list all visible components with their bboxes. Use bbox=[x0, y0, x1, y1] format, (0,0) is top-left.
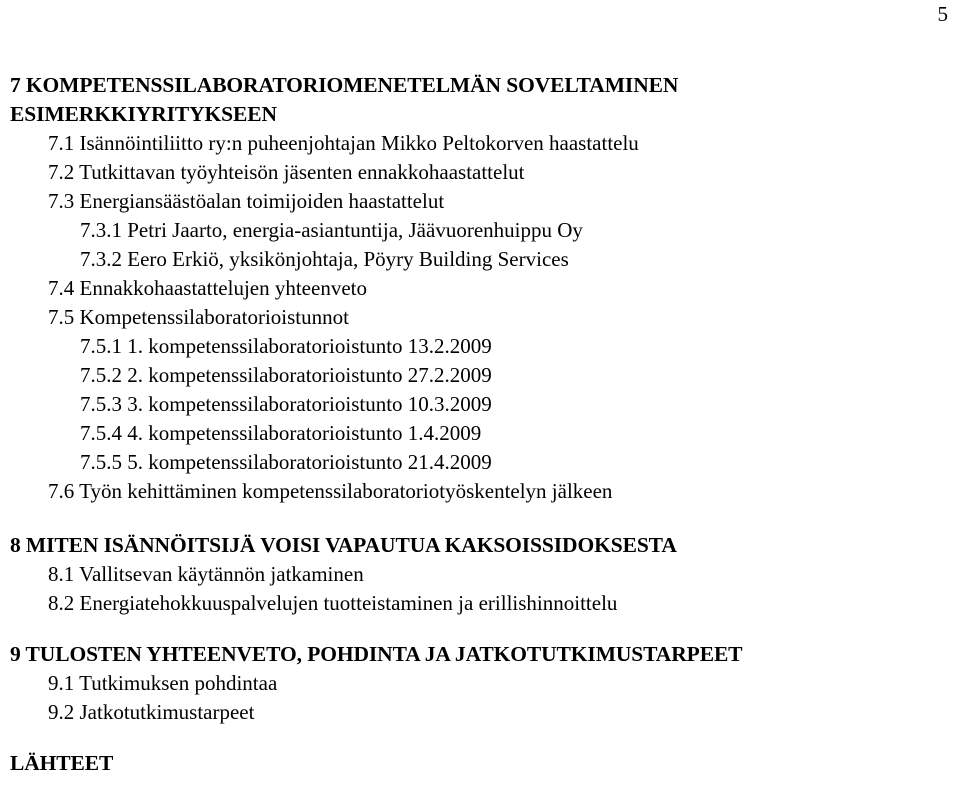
section-spacer bbox=[10, 506, 920, 531]
toc-item-7-2[interactable]: 7.2 Tutkittavan työyhteisön jäsenten ennakkohaastattelut bbox=[48, 160, 525, 184]
chapter-7-heading-line-1[interactable]: 7 KOMPETENSSILABORATORIOMENETELMÄN SOVELTAMINEN bbox=[10, 73, 679, 97]
section-spacer bbox=[10, 618, 920, 640]
toc-item-7-6[interactable]: 7.6 Työn kehittäminen kompetenssilaboratoriotyöskentelyn jälkeen bbox=[48, 479, 613, 503]
chapter-7-heading-line-2[interactable]: ESIMERKKIYRITYKSEEN bbox=[10, 102, 277, 126]
references-heading[interactable]: LÄHTEET bbox=[10, 751, 114, 775]
chapter-8-heading[interactable]: 8 MITEN ISÄNNÖITSIJÄ VOISI VAPAUTUA KAKSOISSIDOKSESTA bbox=[10, 533, 677, 557]
toc-item-8-1[interactable]: 8.1 Vallitsevan käytännön jatkaminen bbox=[48, 562, 364, 586]
page-number: 5 bbox=[937, 2, 948, 26]
toc-item-7-5-3[interactable]: 7.5.3 3. kompetenssilaboratorioistunto 10.3.2009 bbox=[80, 392, 492, 416]
section-spacer bbox=[10, 727, 920, 749]
toc-item-7-3[interactable]: 7.3 Energiansäästöalan toimijoiden haastattelut bbox=[48, 189, 445, 213]
chapter-9-heading[interactable]: 9 TULOSTEN YHTEENVETO, POHDINTA JA JATKOTUTKIMUSTARPEET bbox=[10, 642, 743, 666]
toc-item-7-5-1[interactable]: 7.5.1 1. kompetenssilaboratorioistunto 13.2.2009 bbox=[80, 334, 492, 358]
toc-item-7-5-4[interactable]: 7.5.4 4. kompetenssilaboratorioistunto 1.4.2009 bbox=[80, 421, 482, 445]
toc-item-7-3-1[interactable]: 7.3.1 Petri Jaarto, energia-asiantuntija, Jäävuorenhuippu Oy bbox=[80, 218, 583, 242]
toc-item-8-2[interactable]: 8.2 Energiatehokkuuspalvelujen tuotteistaminen ja erillishinnoittelu bbox=[48, 591, 618, 615]
toc-item-9-2[interactable]: 9.2 Jatkotutkimustarpeet bbox=[48, 700, 255, 724]
toc-item-9-1[interactable]: 9.1 Tutkimuksen pohdintaa bbox=[48, 671, 278, 695]
toc-item-7-5[interactable]: 7.5 Kompetenssilaboratorioistunnot bbox=[48, 305, 349, 329]
toc-item-7-4[interactable]: 7.4 Ennakkohaastattelujen yhteenveto bbox=[48, 276, 367, 300]
toc-item-7-5-2[interactable]: 7.5.2 2. kompetenssilaboratorioistunto 27.2.2009 bbox=[80, 363, 492, 387]
table-of-contents bbox=[10, 71, 920, 778]
toc-item-7-5-5[interactable]: 7.5.5 5. kompetenssilaboratorioistunto 21.4.2009 bbox=[80, 450, 492, 474]
toc-item-7-1[interactable]: 7.1 Isännöintiliitto ry:n puheenjohtajan Mikko Peltokorven haastattelu bbox=[48, 131, 639, 155]
toc-item-7-3-2[interactable]: 7.3.2 Eero Erkiö, yksikönjohtaja, Pöyry Building Services bbox=[80, 247, 569, 271]
